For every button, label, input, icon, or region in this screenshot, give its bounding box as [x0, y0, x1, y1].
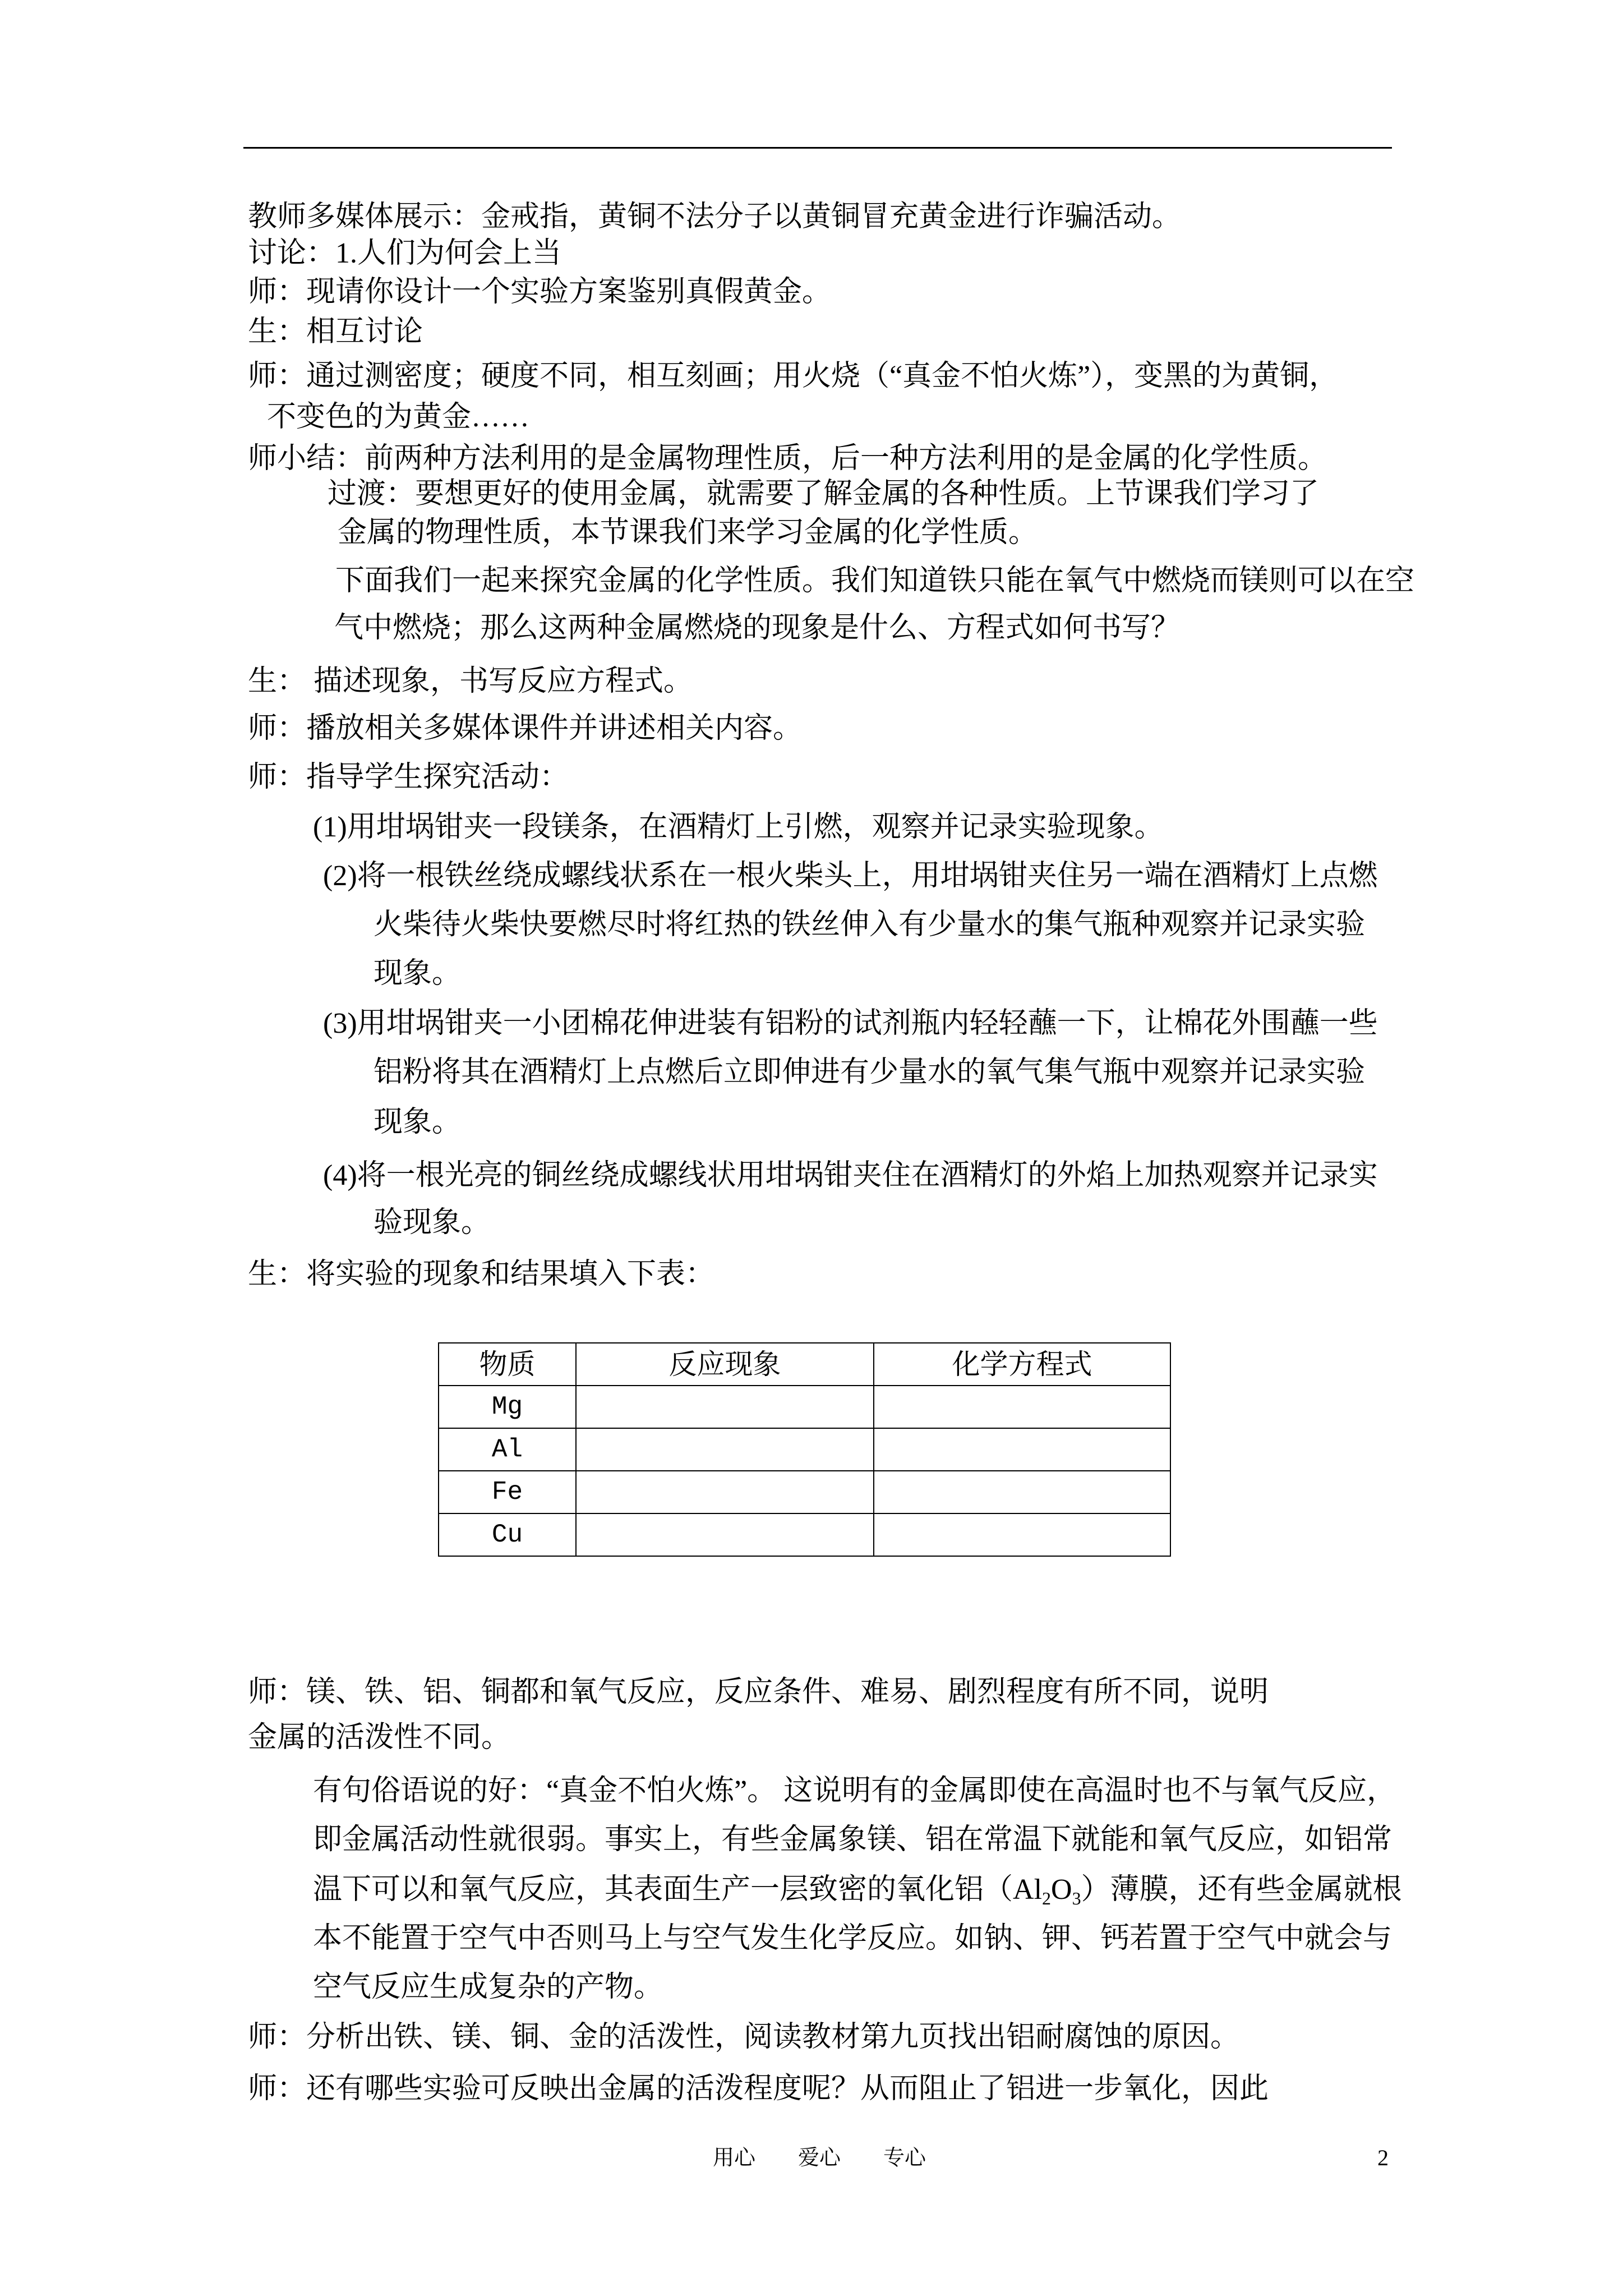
equation-cell — [874, 1428, 1170, 1471]
proverb-continuation: 即金属活动性就很弱。事实上，有些金属象镁、铝在常温下就能和氧气反应，如铝常 — [313, 1824, 1393, 1856]
activity-step-2-continuation: 现象。 — [374, 958, 462, 990]
teacher-conclusion-continuation: 金属的活泼性不同。 — [248, 1722, 511, 1754]
substance-cell: Al — [439, 1428, 576, 1471]
activity-step-3-continuation: 现象。 — [374, 1106, 462, 1138]
proverb-continuation: 本不能置于空气中否则马上与空气发生化学反应。如钠、钾、钙若置于空气中就会与 — [313, 1922, 1393, 1954]
page-number: 2 — [1377, 2145, 1389, 2170]
activity-step-1: (1)用坩埚钳夹一段镁条，在酒精灯上引燃，观察并记录实验现象。 — [313, 811, 1164, 843]
activity-step-2: (2)将一根铁丝绕成螺线状系在一根火柴头上，用坩埚钳夹住另一端在酒精灯上点燃 — [323, 860, 1378, 892]
phenomenon-cell — [576, 1513, 874, 1556]
phenomenon-cell — [576, 1386, 874, 1428]
teacher-analysis-line: 师：分析出铁、镁、铜、金的活泼性，阅读教材第九页找出铝耐腐蚀的原因。 — [248, 2021, 1240, 2053]
teacher-methods-continuation: 不变色的为黄金…… — [267, 401, 530, 433]
phenomenon-cell — [576, 1428, 874, 1471]
student-table-instruction: 生：将实验的现象和结果填入下表： — [248, 1258, 715, 1290]
teacher-multimedia-line: 教师多媒体展示：金戒指，黄铜不法分子以黄铜冒充黄金进行诈骗活动。 — [248, 201, 1182, 233]
experiment-table — [438, 1342, 1171, 1557]
activity-step-4: (4)将一根光亮的铜丝绕成螺线状用坩埚钳夹住在酒精灯的外焰上加热观察并记录实 — [323, 1159, 1378, 1191]
formula-line-before: 温下可以和氧气反应，其表面生产一层致密的氧化铝（ — [313, 1874, 1013, 1906]
proverb-continuation: 空气反应生成复杂的产物。 — [313, 1971, 663, 2003]
footer-motto: 用心 爱心 专心 — [713, 2146, 926, 2170]
inquiry-intro-line: 下面我们一起来探究金属的化学性质。我们知道铁只能在氧气中燃烧而镁则可以在空 — [335, 565, 1415, 597]
substance-cell: Cu — [439, 1513, 576, 1556]
table-row — [439, 1471, 1170, 1513]
table-header-row — [439, 1343, 1170, 1386]
teacher-summary-line: 师小结：前两种方法利用的是金属物理性质，后一种方法利用的是金属的化学性质。 — [248, 443, 1327, 475]
table-row — [439, 1428, 1170, 1471]
phenomenon-cell — [576, 1471, 874, 1513]
table-header-substance: 物质 — [439, 1343, 576, 1386]
teacher-guide-line: 师：指导学生探究活动： — [248, 761, 569, 793]
header-rule — [243, 147, 1392, 149]
table-header-equation: 化学方程式 — [874, 1343, 1170, 1386]
proverb-formula-line — [313, 1873, 1402, 1907]
oxygen-subscript: 3 — [1072, 1888, 1081, 1908]
substance-cell: Mg — [439, 1386, 576, 1428]
oxygen-symbol: O — [1051, 1874, 1072, 1906]
table-row — [439, 1513, 1170, 1556]
teacher-prompt-line: 师：现请你设计一个实验方案鉴别真假黄金。 — [248, 276, 832, 308]
aluminium-symbol: Al — [1013, 1874, 1043, 1906]
inquiry-intro-continuation: 气中燃烧；那么这两种金属燃烧的现象是什么、方程式如何书写？ — [334, 612, 1181, 644]
activity-step-3-continuation: 铝粉将其在酒精灯上点燃后立即伸进有少量水的氧气集气瓶中观察并记录实验 — [374, 1056, 1366, 1088]
student-discussion-line: 生：相互讨论 — [248, 316, 423, 348]
transition-continuation: 金属的物理性质，本节课我们来学习金属的化学性质。 — [338, 517, 1038, 549]
activity-step-3: (3)用坩埚钳夹一小团棉花伸进装有铝粉的试剂瓶内轻轻蘸一下，让棉花外围蘸一些 — [323, 1007, 1378, 1039]
activity-step-2-continuation: 火柴待火柴快要燃尽时将红热的铁丝伸入有少量水的集气瓶种观察并记录实验 — [374, 909, 1366, 941]
teacher-methods-line: 师：通过测密度；硬度不同，相互刻画；用火烧（“真金不怕火炼”），变黑的为黄铜， — [248, 360, 1339, 392]
activity-step-4-continuation: 验现象。 — [374, 1207, 491, 1239]
teacher-playback-line: 师：播放相关多媒体课件并讲述相关内容。 — [248, 712, 803, 744]
equation-cell — [874, 1471, 1170, 1513]
proverb-line: 有句俗语说的好：“真金不怕火炼”。 这说明有的金属即使在高温时也不与氧气反应， — [313, 1775, 1396, 1807]
formula-line-after: ）薄膜，还有些金属就根 — [1081, 1874, 1402, 1906]
equation-cell — [874, 1513, 1170, 1556]
discussion-question-line: 讨论：1.人们为何会上当 — [248, 237, 562, 269]
transition-line: 过渡：要想更好的使用金属，就需要了解金属的各种性质。上节课我们学习了 — [328, 478, 1320, 510]
equation-cell — [874, 1386, 1170, 1428]
table-row — [439, 1386, 1170, 1428]
teacher-question-line: 师：还有哪些实验可反映出金属的活泼程度呢？从而阻止了铝进一步氧化，因此 — [248, 2073, 1269, 2105]
substance-cell: Fe — [439, 1471, 576, 1513]
student-describe-line: 生： 描述现象，书写反应方程式。 — [248, 665, 693, 697]
teacher-conclusion-line: 师：镁、铁、铝、铜都和氧气反应，反应条件、难易、剧烈程度有所不同，说明 — [248, 1676, 1269, 1708]
table-header-phenomenon: 反应现象 — [576, 1343, 874, 1386]
aluminium-subscript: 2 — [1042, 1888, 1052, 1908]
